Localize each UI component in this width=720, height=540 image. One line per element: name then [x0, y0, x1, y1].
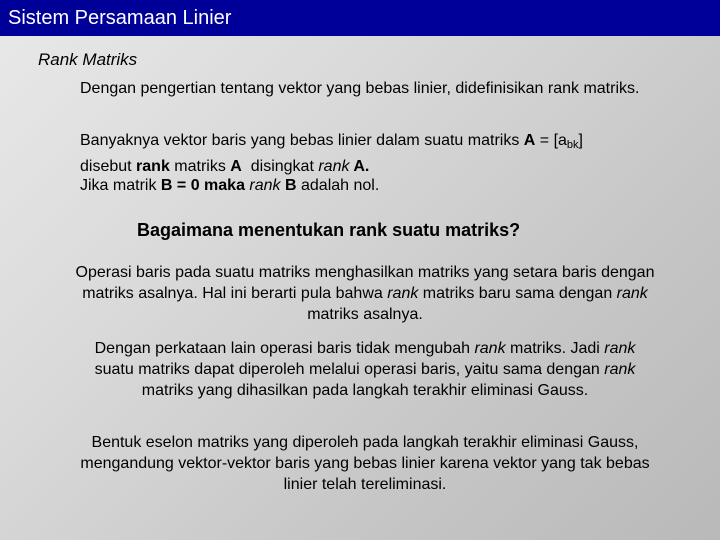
bold-text: B	[284, 177, 297, 194]
italic-text: rank	[474, 340, 506, 357]
italic-text: rank	[604, 361, 636, 378]
section-subtitle: Rank Matriks	[38, 50, 138, 69]
row-operation-paragraph	[75, 262, 655, 325]
echelon-form-paragraph	[75, 432, 655, 495]
text-span: suatu matriks dapat diperoleh melalui operasi baris, yaitu sama dengan	[94, 361, 605, 378]
text-span: matriks asalnya.	[307, 306, 423, 323]
text-span: matriks yang dihasilkan pada langkah terakhir eliminasi Gauss.	[141, 382, 589, 399]
text-span: disebut	[80, 158, 137, 175]
italic-text: rank	[604, 340, 636, 357]
text-span: disingkat	[241, 158, 319, 175]
text-span: adalah nol.	[296, 177, 380, 194]
italic-text: rank	[244, 177, 285, 194]
definition-paragraph	[80, 78, 670, 99]
bold-text: B = 0 maka	[160, 177, 245, 194]
text-span: matriks.	[579, 80, 640, 97]
text-span: Bentuk eselon matriks yang diperoleh pada langkah terakhir eliminasi Gauss, mengandung vektor-vektor baris yang bebas linier karena vektor yang tak bebas linier telah tereliminasi.	[80, 434, 650, 493]
subscript: bk	[566, 139, 579, 151]
slide-title: Sistem Persamaan Linier	[0, 0, 720, 36]
italic-text: rank	[616, 285, 648, 302]
text-span: rank	[547, 80, 579, 97]
rank-invariance-paragraph	[75, 338, 655, 401]
text-span: Dengan pengertian tentang vektor yang bebas linier, didefinisikan	[80, 80, 548, 97]
italic-text: rank	[318, 158, 350, 175]
text-span: ]	[578, 132, 583, 149]
text-span: Dengan perkataan lain operasi baris tidak mengubah	[94, 340, 475, 357]
zero-matrix-paragraph	[80, 175, 670, 196]
bold-text: A	[523, 132, 536, 149]
bold-text: rank	[136, 158, 170, 175]
text-span: matriks baru sama dengan	[418, 285, 617, 302]
text-span: matriks. Jadi	[505, 340, 605, 357]
text-span: Operasi baris pada suatu matriks menghasilkan matriks yang setara baris dengan matriks asalnya. Hal ini berarti pula bahwa	[75, 264, 655, 302]
question-heading: Bagaimana menentukan rank suatu matriks?	[137, 220, 521, 240]
italic-text: rank	[387, 285, 419, 302]
text-span: Banyaknya vektor baris yang bebas linier dalam suatu matriks	[80, 132, 524, 149]
bold-text: A	[230, 158, 242, 175]
bold-text: A.	[349, 158, 370, 175]
text-span: = [a	[535, 132, 567, 149]
rank-definition-paragraph	[80, 130, 670, 177]
text-span: matriks	[169, 158, 231, 175]
text-span: Jika matrik	[80, 177, 161, 194]
